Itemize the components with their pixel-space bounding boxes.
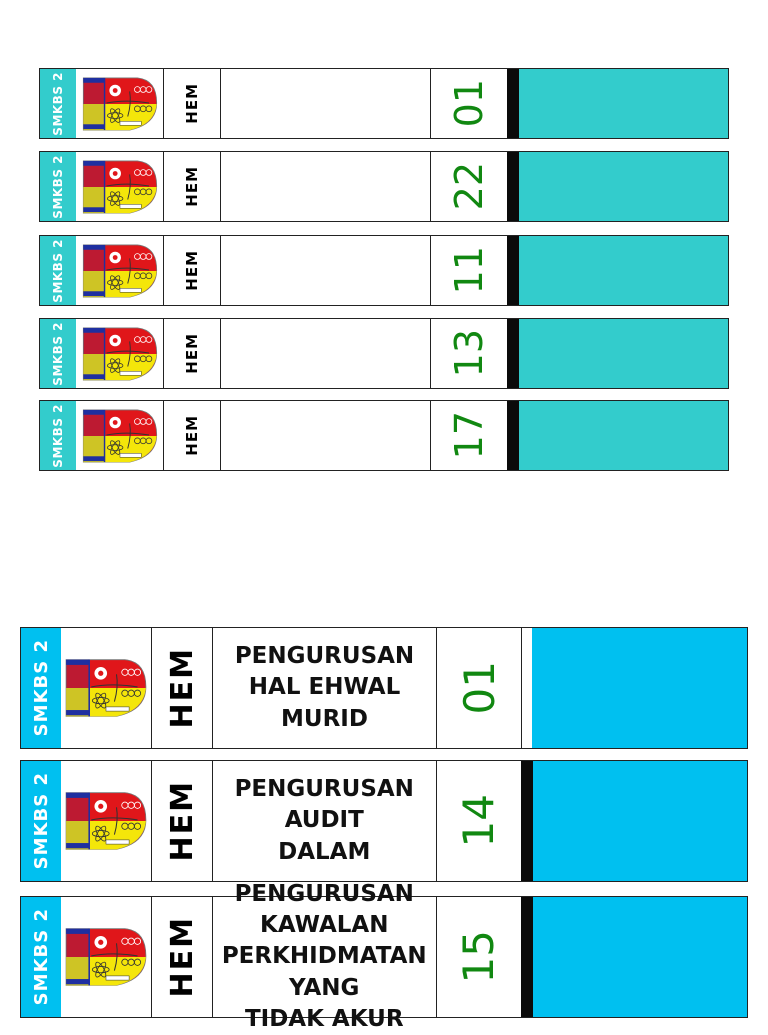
school-code-strip — [40, 319, 76, 388]
black-bar — [507, 69, 519, 138]
number-cell — [430, 236, 507, 305]
cyan-end-strip — [533, 897, 748, 1017]
file-number: 01 — [447, 79, 491, 128]
school-code: SMKBS 2 — [51, 321, 65, 386]
number-cell — [437, 897, 521, 1017]
number-cell — [430, 152, 507, 221]
large-label — [20, 627, 748, 749]
black-bar — [521, 761, 533, 881]
unit-code: HEM — [164, 916, 200, 998]
title-line: PENGURUSAN KAWALAN — [234, 880, 414, 939]
unit-code: HEM — [183, 250, 201, 291]
unit-cell — [163, 236, 221, 305]
school-code: SMKBS 2 — [30, 639, 52, 737]
logo-cell — [76, 152, 163, 221]
number-cell — [430, 319, 507, 388]
school-code: SMKBS 2 — [51, 403, 65, 468]
file-number: 17 — [447, 411, 491, 460]
small-label — [39, 318, 729, 389]
school-code-strip — [40, 152, 76, 221]
cyan-end-strip — [519, 319, 728, 388]
school-code-strip — [21, 897, 61, 1017]
thin-divider-strip — [521, 628, 532, 748]
title-cell — [213, 880, 437, 1032]
logo-cell — [76, 319, 163, 388]
title-line: TIDAK AKUR — [244, 1005, 404, 1032]
school-code: SMKBS 2 — [51, 238, 65, 303]
unit-cell — [163, 401, 221, 470]
unit-cell — [163, 152, 221, 221]
title-cell — [221, 236, 430, 305]
cyan-end-strip — [532, 628, 747, 748]
file-number: 13 — [447, 329, 491, 378]
school-crest-icon — [81, 408, 159, 464]
title-cell — [221, 401, 430, 470]
black-bar — [507, 236, 519, 305]
school-crest-icon — [81, 326, 159, 382]
logo-cell — [76, 69, 163, 138]
unit-cell — [151, 761, 213, 881]
title-line: PENGURUSAN HAL EHWAL — [234, 643, 415, 701]
cyan-end-strip — [519, 236, 728, 305]
title-line: MURID — [281, 705, 368, 732]
title-cell — [213, 761, 437, 881]
school-crest-icon — [81, 243, 159, 299]
black-bar — [507, 152, 519, 221]
school-code-strip — [21, 761, 61, 881]
file-number: 11 — [447, 246, 491, 295]
unit-code: HEM — [183, 166, 201, 207]
file-number: 14 — [454, 794, 503, 848]
small-label — [39, 151, 729, 222]
school-crest-icon — [81, 159, 159, 215]
logo-cell — [61, 628, 151, 748]
number-cell — [430, 69, 507, 138]
unit-code: HEM — [183, 333, 201, 374]
file-number: 22 — [447, 162, 491, 211]
school-code-strip — [40, 236, 76, 305]
title-cell — [221, 69, 430, 138]
large-label — [20, 760, 748, 882]
small-label — [39, 400, 729, 471]
title-cell — [221, 319, 430, 388]
school-code: SMKBS 2 — [30, 772, 52, 870]
school-code: SMKBS 2 — [30, 908, 52, 1006]
unit-cell — [151, 628, 213, 748]
unit-code: HEM — [164, 647, 200, 729]
file-number: 15 — [454, 930, 503, 984]
black-bar — [507, 401, 519, 470]
school-code: SMKBS 2 — [51, 154, 65, 219]
cyan-end-strip — [519, 152, 728, 221]
small-label — [39, 235, 729, 306]
unit-cell — [163, 319, 221, 388]
cyan-end-strip — [519, 69, 728, 138]
school-code: SMKBS 2 — [51, 71, 65, 136]
cyan-end-strip — [519, 401, 728, 470]
school-crest-icon — [64, 657, 148, 719]
logo-cell — [76, 401, 163, 470]
title-line: DALAM — [278, 838, 371, 865]
title-line: PERKHIDMATAN YANG — [221, 943, 427, 1001]
black-bar — [521, 897, 533, 1017]
cyan-end-strip — [533, 761, 748, 881]
number-cell — [430, 401, 507, 470]
unit-cell — [151, 897, 213, 1017]
school-code-strip — [40, 69, 76, 138]
unit-code: HEM — [183, 415, 201, 456]
unit-code: HEM — [164, 780, 200, 862]
unit-cell — [163, 69, 221, 138]
file-number: 01 — [454, 661, 504, 715]
school-crest-icon — [64, 790, 148, 852]
title-cell — [213, 628, 437, 748]
unit-code: HEM — [183, 83, 201, 124]
title-line: PENGURUSAN AUDIT — [234, 776, 414, 834]
number-cell — [437, 628, 521, 748]
large-label — [20, 880, 748, 1032]
school-crest-icon — [81, 76, 159, 132]
logo-cell — [61, 897, 151, 1017]
logo-cell — [61, 761, 151, 881]
school-crest-icon — [64, 926, 148, 988]
number-cell — [437, 761, 521, 881]
logo-cell — [76, 236, 163, 305]
small-label — [39, 68, 729, 139]
school-code-strip — [40, 401, 76, 470]
title-cell — [221, 152, 430, 221]
black-bar — [507, 319, 519, 388]
school-code-strip — [21, 628, 61, 748]
